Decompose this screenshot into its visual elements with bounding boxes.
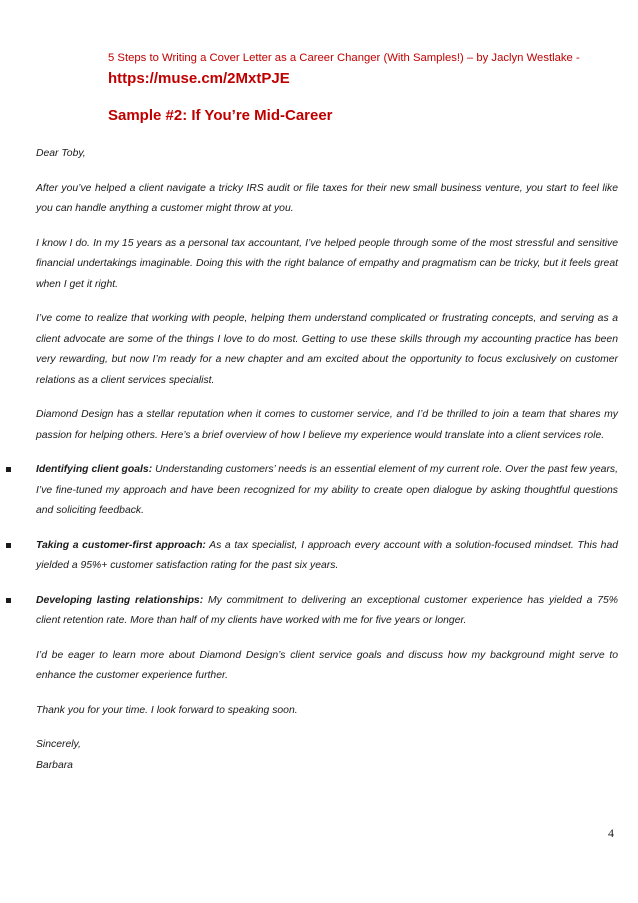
bullet-title: Taking a customer-first approach: xyxy=(36,539,206,551)
letter-paragraph: I’ve come to realize that working with people, helping them understand complicated or frustrating concepts, and serving as a client advocate are some of the things I love to do most. Getting to use these skills through my accounting practice has been very rewarding, but now I’m ready for a new chapter and am excited about the opportunity to focus exclusively on customer relations as a client services specialist. xyxy=(36,313,618,386)
signoff: Sincerely, xyxy=(36,739,81,750)
bullet-title: Developing lasting relationships: xyxy=(36,594,204,606)
bullet-text: As a tax specialist, I approach every account with a solution-focused mindset. This had yielded a 95%+ customer satisfaction rating for the past six years. xyxy=(36,539,618,571)
letter-paragraph: I know I do. In my 15 years as a personal tax accountant, I’ve helped people through some of the most stressful and sensitive financial undertakings imaginable. Doing this with the right balance of empathy and pragmatism can be tricky, but it feels great when I get it right. xyxy=(36,237,618,290)
bullet-title: Identifying client goals: xyxy=(36,464,153,475)
page-number: 4 xyxy=(608,826,614,840)
bullet-item xyxy=(36,591,618,632)
skills-bullet-list xyxy=(36,460,618,632)
bullet-text: My commitment to delivering an exceptional customer experience has yielded a 75% client retention rate. More than half of my clients have worked with me for five years or longer. xyxy=(36,594,619,626)
bullet-text: Understanding customers’ needs is an essential element of my current role. Over the past few years, I’ve fine-tuned my approach and have been recognized for my ability to create open dialogue by asking thoughtful questions and soliciting feedback. xyxy=(36,464,618,516)
sample-heading: Sample #2: If You’re Mid-Career xyxy=(108,107,333,124)
letter-paragraph: After you’ve helped a client navigate a tricky IRS audit or file taxes for their new small business venture, you start to feel like you can handle anything a customer might throw at you. xyxy=(36,182,618,214)
bullet-item xyxy=(36,536,618,577)
square-bullet-icon xyxy=(6,598,11,603)
source-link[interactable]: https://muse.cm/2MxtPJE xyxy=(108,70,290,87)
source-citation: 5 Steps to Writing a Cover Letter as a Career Changer (With Samples!) – by Jaclyn Westlake - xyxy=(108,52,580,64)
signature: Barbara xyxy=(36,759,73,771)
bullet-item xyxy=(36,460,618,522)
closing-paragraph: I’d be eager to learn more about Diamond Design’s client service goals and discuss how my background might serve to enhance the customer experience further. xyxy=(36,649,618,681)
square-bullet-icon xyxy=(6,543,11,548)
cover-letter-body xyxy=(36,144,618,776)
square-bullet-icon xyxy=(6,467,11,472)
thanks-line: Thank you for your time. I look forward to speaking soon. xyxy=(36,704,298,716)
letter-paragraph: Diamond Design has a stellar reputation when it comes to customer service, and I’d be thrilled to join a team that shares my passion for helping others. Here’s a brief overview of how I believe my experience would translate into a client services role. xyxy=(36,409,618,441)
salutation: Dear Toby, xyxy=(36,148,86,159)
